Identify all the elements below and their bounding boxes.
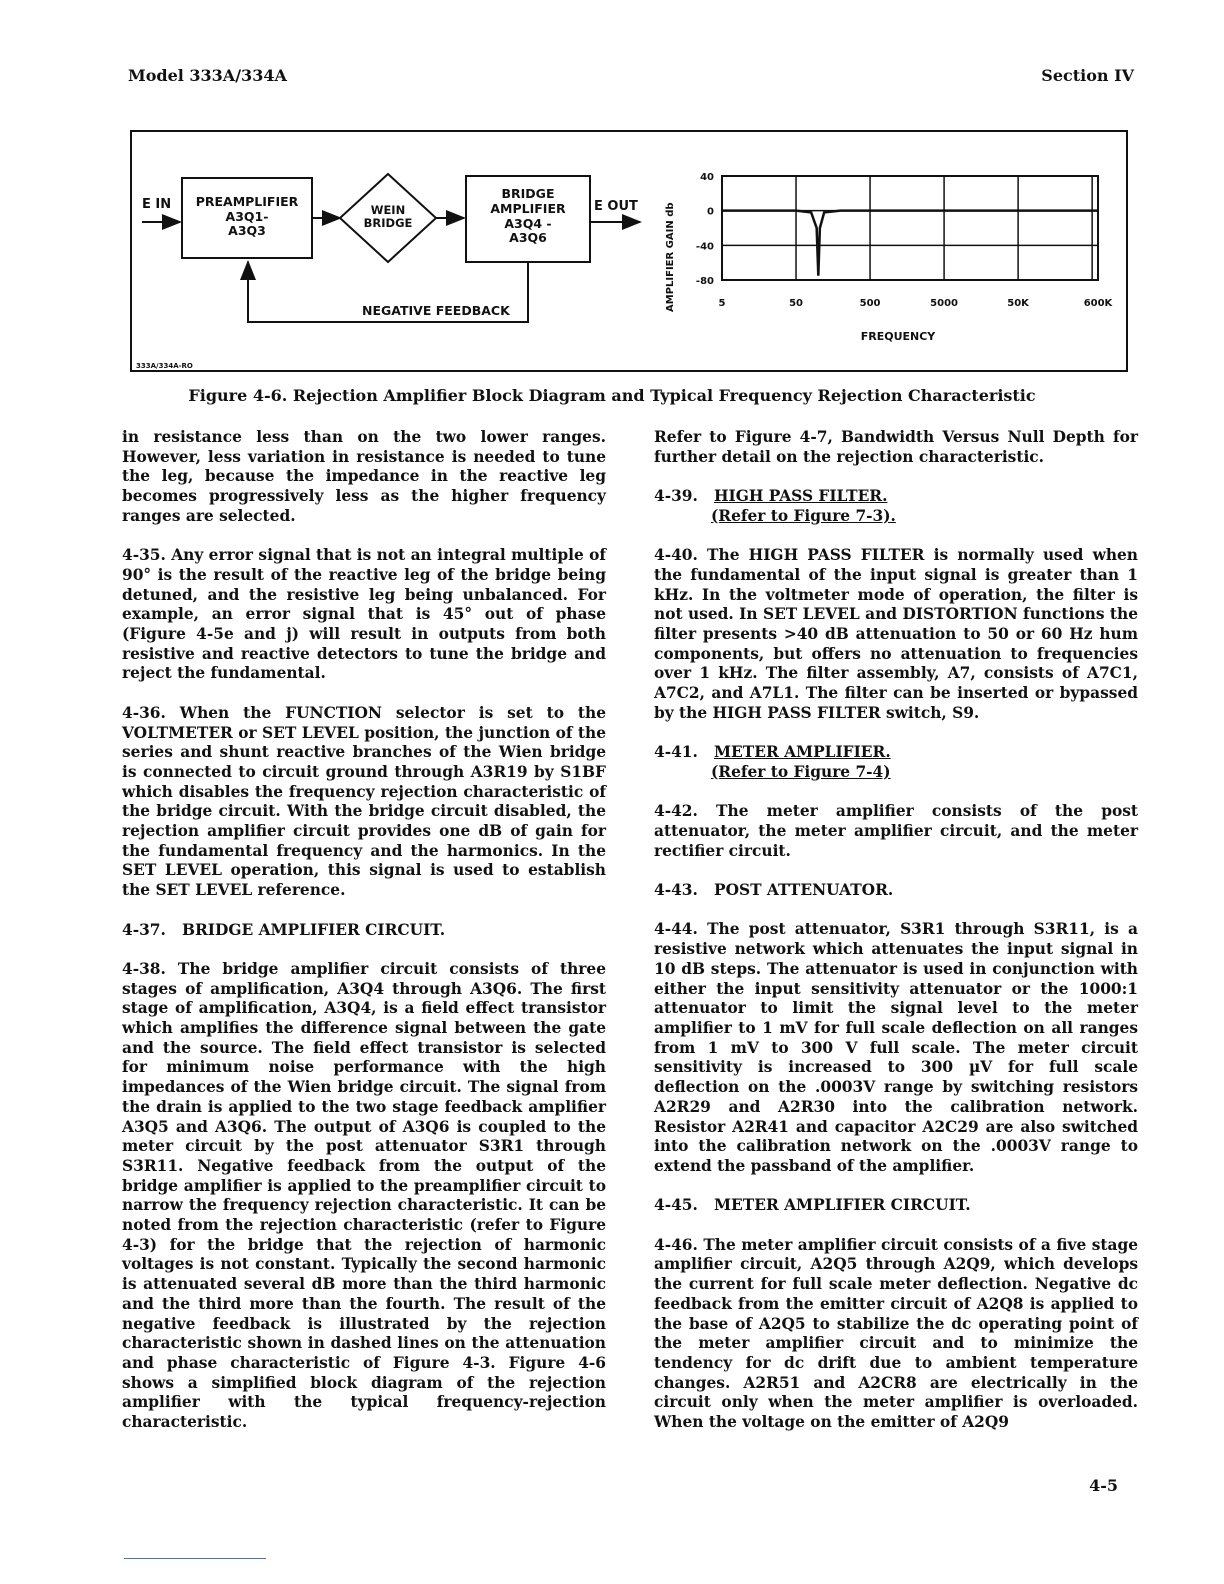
paragraph-4-42: 4-42. The meter amplifier consists of the post attenuator, the meter amplifier circuit, and the meter rectifier circuit.: [654, 802, 1138, 860]
chart-x-tick-label: 50: [789, 298, 803, 309]
figure-drawing: [132, 132, 1128, 372]
heading-number: 4-43.: [654, 881, 698, 900]
chart-ylabel: AMPLIFIER GAIN db: [665, 202, 676, 312]
figure-reference: (Refer to Figure 7-4): [711, 762, 891, 781]
chart-x-tick-label: 500: [859, 298, 881, 309]
chart-y-tick-label: -40: [695, 241, 714, 253]
paragraph-4-44: 4-44. The post attenuator, S3R1 through S3R11, is a resistive network which attenuates the input signal in 10 dB steps. The attenuator is used in conjunction with either the input sensitivity attenuator or the 1000:1 attenuator to limit the signal level to the meter amplifier to 1 mV for full scale deflection on all ranges from 1 mV to 300 V full scale. The meter circuit sensitivity is increased to 300 µV for full scale deflection on the .0003V range by switching resistors A2R29 and A2R30 into the calibration network. Resistor A2R41 and capacitor A2C29 are also switched into the calibration network on the .0003V range to extend the passband of the amplifier.: [654, 920, 1138, 1175]
paragraph-4-40: 4-40. The HIGH PASS FILTER is normally used when the fundamental of the input signal is greater than 1 kHz. In the voltmeter mode of operation, the filter is not used. In SET LEVEL and DISTORTION functions the filter presents >40 dB attenuation to 50 or 60 Hz hum components, but offers no attenuation to frequencies over 1 kHz. The filter assembly, A7, consists of A7C1, A7C2, and A7L1. The filter can be inserted or bypassed by the HIGH PASS FILTER switch, S9.: [654, 546, 1138, 722]
paragraph-4-35: 4-35. Any error signal that is not an integral multiple of 90° is the result of the reactive leg of the bridge being detuned, and the resistive leg being unbalanced. For example, an error signal that is 45° out of phase (Figure 4-5e and j) will result in outputs from both resistive and reactive detectors to tune the bridge and reject the fundamental.: [122, 546, 607, 683]
page-header-model: Model 333A/334A: [128, 66, 287, 85]
preamp-label-3: A3Q3: [228, 223, 266, 238]
frequency-rejection-chart: [665, 172, 1114, 343]
chart-series-line: [722, 211, 1098, 276]
heading-text: POST ATTENUATOR.: [714, 881, 894, 900]
bridge-amp-label-1: BRIDGE: [501, 186, 555, 201]
heading-text: METER AMPLIFIER CIRCUIT.: [714, 1196, 971, 1215]
heading-text: HIGH PASS FILTER.: [714, 487, 888, 506]
bridge-amp-label-3: A3Q4 -: [504, 216, 552, 231]
left-column: [122, 428, 606, 1452]
heading-number: 4-37.: [122, 920, 166, 939]
heading-4-39: [654, 487, 1138, 526]
chart-x-tick-label: 5: [718, 298, 726, 309]
paragraph-4-38: 4-38. The bridge amplifier circuit consists of three stages of amplification, A3Q4 through A3Q6. The first stage of amplification, A3Q4, is a field effect transistor which amplifies the difference signal between the gate and the source. The field effect transistor is selected for minimum noise performance with the high impedances of the Wien bridge circuit. The signal from the drain is applied to the two stage feedback amplifier A3Q5 and A3Q6. The output of A3Q6 is coupled to the meter circuit by the post attenuator S3R1 through S3R11. Negative feedback from the output of the bridge amplifier is applied to the preamplifier circuit to narrow the frequency rejection characteristic. It can be noted from the rejection characteristic (refer to Figure 4-3) for the bridge that the rejection of harmonic voltages is not constant. Typically the second harmonic is attenuated several dB more than the third harmonic and the third more than the fourth. The result of the negative feedback is illustrated by the rejection characteristic shown in dashed lines on the attenuation and phase characteristic of Figure 4-3. Figure 4-6 shows a simplified block diagram of the rejection amplifier with the typical frequency-rejection characteristic.: [122, 959, 606, 1432]
block-diagram: [136, 174, 640, 370]
heading-4-37: [122, 921, 606, 941]
page-number: 4-5: [1089, 1476, 1118, 1495]
chart-y-tick-label: -80: [695, 276, 714, 287]
bottom-rule: [124, 1558, 266, 1559]
bridge-amp-label-2: AMPLIFIER: [490, 201, 566, 216]
e-out-label: E OUT: [594, 199, 638, 214]
paragraph-4-36: 4-36. When the FUNCTION selector is set to the VOLTMETER or SET LEVEL position, the junction of the series and shunt reactive branches of the Wien bridge is connected to circuit ground through A3R19 by S1BF which disables the frequency rejection characteristic of the bridge circuit. With the bridge circuit disabled, the rejection amplifier circuit provides one dB of gain for the fundamental frequency and the harmonics. In the SET LEVEL operation, this signal is used to establish the SET LEVEL reference.: [122, 703, 606, 900]
heading-4-41: [654, 743, 1138, 782]
paragraph-4-46: 4-46. The meter amplifier circuit consists of a five stage amplifier circuit, A2Q5 through A2Q9, which develops the current for full scale meter deflection. Negative dc feedback from the emitter circuit of A2Q8 is applied to the base of A2Q5 to stabilize the dc operating point of the meter amplifier circuit and to minimize the tendency for dc drift due to ambient temperature changes. A2R51 and A2CR8 are electrically in the circuit only when the meter amplifier is overloaded. When the voltage on the emitter of A2Q9: [654, 1235, 1138, 1432]
right-column: [654, 428, 1138, 1452]
figure-4-6: [130, 130, 1128, 372]
chart-plot-frame: [722, 176, 1098, 280]
heading-text: BRIDGE AMPLIFIER CIRCUIT.: [182, 920, 446, 939]
e-in-label: E IN: [142, 197, 172, 212]
negative-feedback-label: NEGATIVE FEEDBACK: [362, 303, 510, 318]
chart-y-tick-label: 40: [700, 172, 714, 183]
paragraph-continued: in resistance less than on the two lower ranges. However, less variation in resistance is needed to tune the leg, because the impedance in the reactive leg becomes progressively less as the higher frequency ranges are selected.: [122, 428, 606, 525]
chart-xlabel: FREQUENCY: [860, 330, 936, 343]
chart-y-tick-label: 0: [707, 206, 714, 218]
bridge-amp-label-4: A3Q6: [509, 230, 547, 245]
heading-4-45: [654, 1196, 1138, 1216]
figure-caption: Figure 4-6. Rejection Amplifier Block Diagram and Typical Frequency Rejection Characteristic: [188, 386, 1036, 405]
heading-number: 4-41.: [654, 743, 698, 762]
chart-x-tick-label: 600K: [1083, 298, 1113, 309]
heading-number: 4-39.: [654, 487, 698, 506]
wein-label-1: WEIN: [370, 203, 406, 217]
chart-x-tick-label: 5000: [930, 298, 959, 309]
preamp-label-1: PREAMPLIFIER: [195, 194, 299, 209]
heading-4-43: [654, 881, 1138, 901]
preamp-label-2: A3Q1-: [225, 209, 269, 224]
wein-label-2: BRIDGE: [363, 216, 413, 230]
paragraph-refer: Refer to Figure 4-7, Bandwidth Versus Null Depth for further detail on the rejection characteristic.: [654, 428, 1138, 466]
chart-x-tick-label: 50K: [1007, 298, 1029, 309]
heading-number: 4-45.: [654, 1196, 698, 1215]
heading-text: METER AMPLIFIER.: [714, 743, 891, 762]
drawing-id: 333A/334A-RO: [136, 362, 193, 370]
figure-reference: (Refer to Figure 7-3).: [711, 506, 896, 525]
page-header-section: Section IV: [1041, 66, 1134, 85]
